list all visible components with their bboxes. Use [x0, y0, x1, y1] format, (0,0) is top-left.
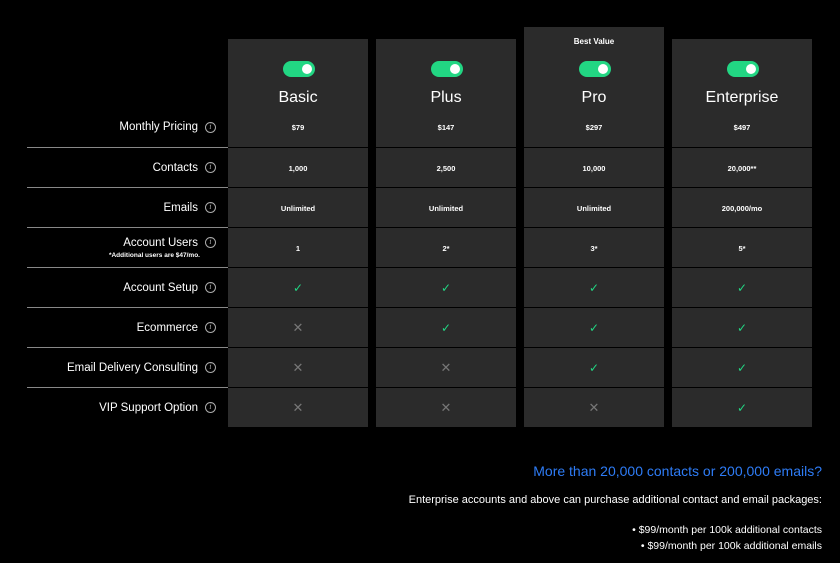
value-cell-emails: 200,000/mo — [672, 187, 812, 228]
feature-note: *Additional users are $47/mo. — [108, 251, 200, 259]
feature-account-users — [27, 227, 228, 267]
value-cell-price: $79 — [291, 122, 305, 132]
plan-column-plus — [376, 39, 516, 427]
feature-label: Ecommerce — [136, 321, 198, 334]
plan-column-enterprise — [672, 39, 812, 427]
feature-monthly-pricing — [27, 107, 228, 147]
info-icon[interactable]: i — [205, 237, 216, 248]
footer-text: Enterprise accounts and above can purchase additional contact and email packages: — [408, 494, 822, 506]
feature-vip-support — [27, 387, 228, 427]
info-icon[interactable]: i — [205, 362, 216, 373]
info-icon[interactable]: i — [205, 402, 216, 413]
feature-cell-ecommerce — [228, 307, 368, 348]
plan-name: Plus — [430, 89, 462, 106]
value-cell-price: $497 — [733, 122, 751, 132]
value-cell-contacts: 20,000** — [672, 147, 812, 188]
feature-cell-vip — [228, 387, 368, 428]
footer-bullet: • $99/month per 100k additional emails — [640, 540, 822, 552]
feature-cell-vip — [672, 387, 812, 428]
footer-heading: More than 20,000 contacts or 200,000 emails? — [533, 463, 822, 479]
feature-cell-vip — [376, 387, 516, 428]
toggle-knob — [302, 64, 312, 74]
plan-name: Pro — [581, 89, 607, 106]
info-icon[interactable]: i — [205, 282, 216, 293]
plan-toggle[interactable] — [431, 61, 463, 77]
cross-icon: ✕ — [292, 320, 304, 335]
plan-name: Enterprise — [705, 89, 779, 106]
feature-label: Account Users — [123, 236, 198, 249]
check-icon: ✓ — [440, 321, 452, 335]
value-cell-contacts: 1,000 — [228, 147, 368, 188]
check-icon: ✓ — [440, 281, 452, 295]
feature-cell-consulting — [524, 347, 664, 388]
feature-label: Contacts — [152, 161, 198, 174]
check-icon: ✓ — [736, 281, 748, 295]
feature-account-setup — [27, 267, 228, 307]
plan-toggle[interactable] — [283, 61, 315, 77]
feature-cell-consulting — [228, 347, 368, 388]
plan-column-pro — [524, 27, 664, 427]
feature-ecommerce — [27, 307, 228, 347]
value-cell-emails: Unlimited — [228, 187, 368, 228]
feature-email-delivery-consulting — [27, 347, 228, 387]
value-cell-users: 1 — [228, 227, 368, 268]
value-cell-users: 2* — [376, 227, 516, 268]
feature-cell-ecommerce — [376, 307, 516, 348]
feature-cell-vip — [524, 387, 664, 428]
feature-cell-setup — [376, 267, 516, 308]
check-icon: ✓ — [588, 281, 600, 295]
best-value-label: Best Value — [573, 37, 615, 46]
plan-toggle[interactable] — [579, 61, 611, 77]
cross-icon: ✕ — [440, 360, 452, 375]
feature-label: VIP Support Option — [99, 401, 198, 414]
value-cell-contacts: 2,500 — [376, 147, 516, 188]
plan-toggle[interactable] — [727, 61, 759, 77]
cross-icon: ✕ — [440, 400, 452, 415]
feature-cell-ecommerce — [672, 307, 812, 348]
info-icon[interactable]: i — [205, 162, 216, 173]
cross-icon: ✕ — [588, 400, 600, 415]
feature-cell-consulting — [672, 347, 812, 388]
value-cell-price: $297 — [585, 122, 603, 132]
toggle-knob — [746, 64, 756, 74]
plan-name: Basic — [278, 89, 318, 106]
check-icon: ✓ — [736, 361, 748, 375]
check-icon: ✓ — [588, 321, 600, 335]
check-icon: ✓ — [736, 401, 748, 415]
value-cell-price: $147 — [437, 122, 455, 132]
check-icon: ✓ — [292, 281, 304, 295]
feature-cell-ecommerce — [524, 307, 664, 348]
feature-cell-setup — [672, 267, 812, 308]
feature-label: Emails — [163, 201, 198, 214]
info-icon[interactable]: i — [205, 322, 216, 333]
footer-bullets — [632, 522, 822, 554]
value-cell-emails: Unlimited — [376, 187, 516, 228]
value-cell-contacts: 10,000 — [524, 147, 664, 188]
cross-icon: ✕ — [292, 400, 304, 415]
cross-icon: ✕ — [292, 360, 304, 375]
feature-label: Account Setup — [123, 281, 198, 294]
feature-label: Monthly Pricing — [119, 121, 198, 133]
value-cell-users: 5* — [672, 227, 812, 268]
check-icon: ✓ — [736, 321, 748, 335]
value-cell-emails: Unlimited — [524, 187, 664, 228]
info-icon[interactable]: i — [205, 122, 216, 133]
feature-label: Email Delivery Consulting — [66, 361, 198, 374]
plan-column-basic — [228, 39, 368, 427]
check-icon: ✓ — [588, 361, 600, 375]
toggle-knob — [450, 64, 460, 74]
feature-cell-setup — [524, 267, 664, 308]
feature-emails — [27, 187, 228, 227]
feature-cell-setup — [228, 267, 368, 308]
footer-bullet: • $99/month per 100k additional contacts — [632, 524, 822, 536]
feature-contacts — [27, 147, 228, 187]
toggle-knob — [598, 64, 608, 74]
info-icon[interactable]: i — [205, 202, 216, 213]
feature-cell-consulting — [376, 347, 516, 388]
value-cell-users: 3* — [524, 227, 664, 268]
